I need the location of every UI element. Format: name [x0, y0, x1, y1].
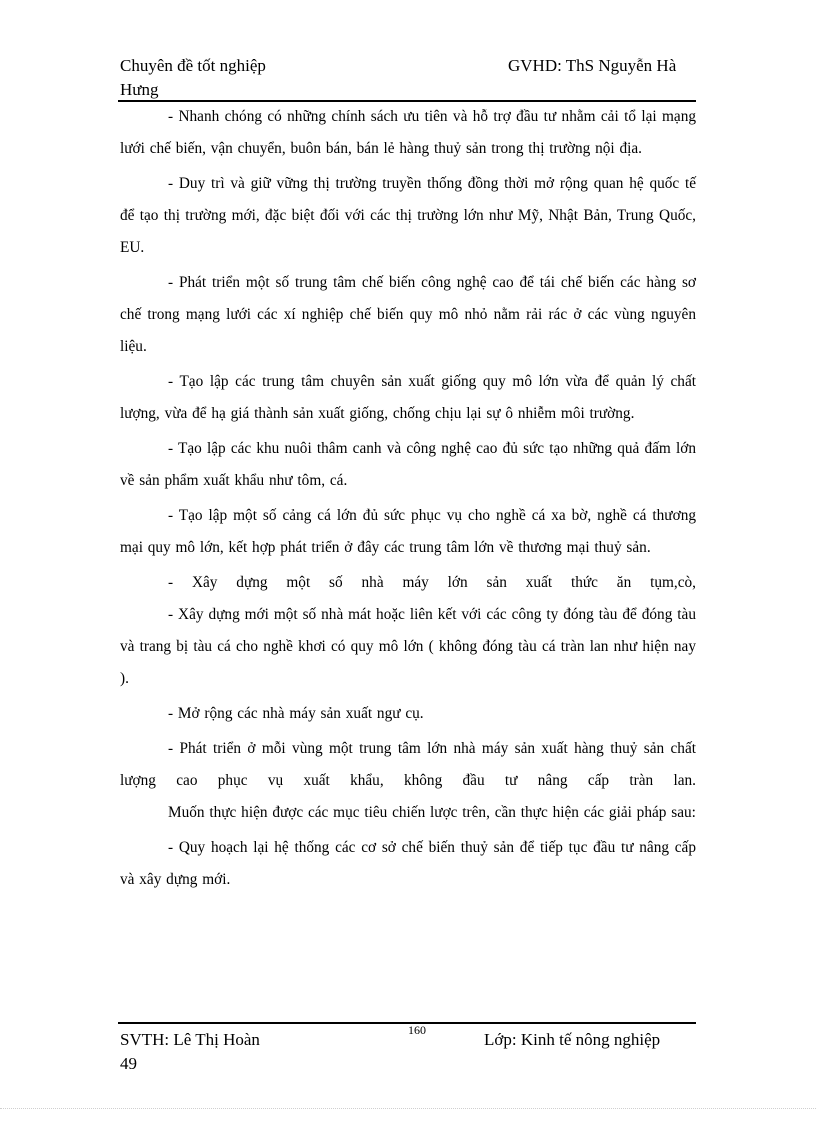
paragraph: - Xây dựng một số nhà máy lớn sản xuất thức ăn tụm,cò, [168, 574, 696, 591]
footer-class: Lớp: Kinh tế nông nghiệp [484, 1030, 661, 1049]
header-supervisor-continued: Hưng [120, 80, 159, 99]
paragraph: - Mở rộng các nhà máy sản xuất ngư cụ. [168, 705, 424, 722]
paragraph: - Tạo lập các khu nuôi thâm canh và công nghệ cao đủ sức tạo những quả đấm lớn về sản phẩm xuất khẩu như tôm, cá. [120, 440, 696, 489]
page-bottom-divider [0, 1108, 816, 1109]
header-title: Chuyên đề tốt nghiệp [120, 56, 266, 75]
paragraph: - Duy trì và giữ vững thị trường truyền thống đồng thời mở rộng quan hệ quốc tế để tạo thị trường mới, đặc biệt đối với các thị trường lớn như Mỹ, Nhật Bản, Trung Quốc, EU. [120, 175, 696, 256]
footer-student: SVTH: Lê Thị Hoàn [120, 1030, 260, 1049]
paragraph: - Tạo lập một số cảng cá lớn đủ sức phục vụ cho nghề cá xa bờ, nghề cá thương mại quy mô lớn, kết hợp phát triển ở đây các trung tâm lớn về thương mại thuỷ sản. [120, 507, 696, 556]
paragraph: - Tạo lập các trung tâm chuyên sản xuất giống quy mô lớn vừa để quản lý chất lượng, vừa để hạ giá thành sản xuất giống, chống chịu lại sự ô nhiễm môi trường. [120, 373, 696, 422]
paragraph: - Xây dựng mới một số nhà mát hoặc liên kết với các công ty đóng tàu để đóng tàu và trang bị tàu cá cho nghề khơi có quy mô lớn ( không đóng tàu cá tràn lan như hiện nay ). [120, 606, 696, 687]
document-body [120, 101, 696, 896]
page-number: 160 [408, 1023, 426, 1037]
paragraph: Muốn thực hiện được các mục tiêu chiến lược trên, cần thực hiện các giải pháp sau: [168, 804, 696, 821]
header-supervisor: GVHD: ThS Nguyễn Hà [508, 56, 677, 75]
paragraph: - Quy hoạch lại hệ thống các cơ sở chế biến thuỷ sản để tiếp tục đầu tư nâng cấp và xây dựng mới. [120, 839, 696, 888]
footer-student-continued: 49 [120, 1054, 137, 1073]
paragraph: - Nhanh chóng có những chính sách ưu tiên và hỗ trợ đầu tư nhằm cải tổ lại mạng lưới chế biến, vận chuyển, buôn bán, bán lẻ hàng thuỷ sản trong thị trường nội địa. [120, 108, 696, 157]
paragraph: - Phát triển ở mỗi vùng một trung tâm lớn nhà máy sản xuất hàng thuỷ sản chất lượng cao phục vụ xuất khẩu, không đầu tư nâng cấp tràn lan. [120, 740, 696, 789]
footer-rule [118, 1022, 696, 1024]
paragraph: - Phát triển một số trung tâm chế biến công nghệ cao để tái chế biến các hàng sơ chế trong mạng lưới các xí nghiệp chế biến quy mô nhỏ nằm rải rác ở các vùng nguyên liệu. [120, 274, 696, 355]
